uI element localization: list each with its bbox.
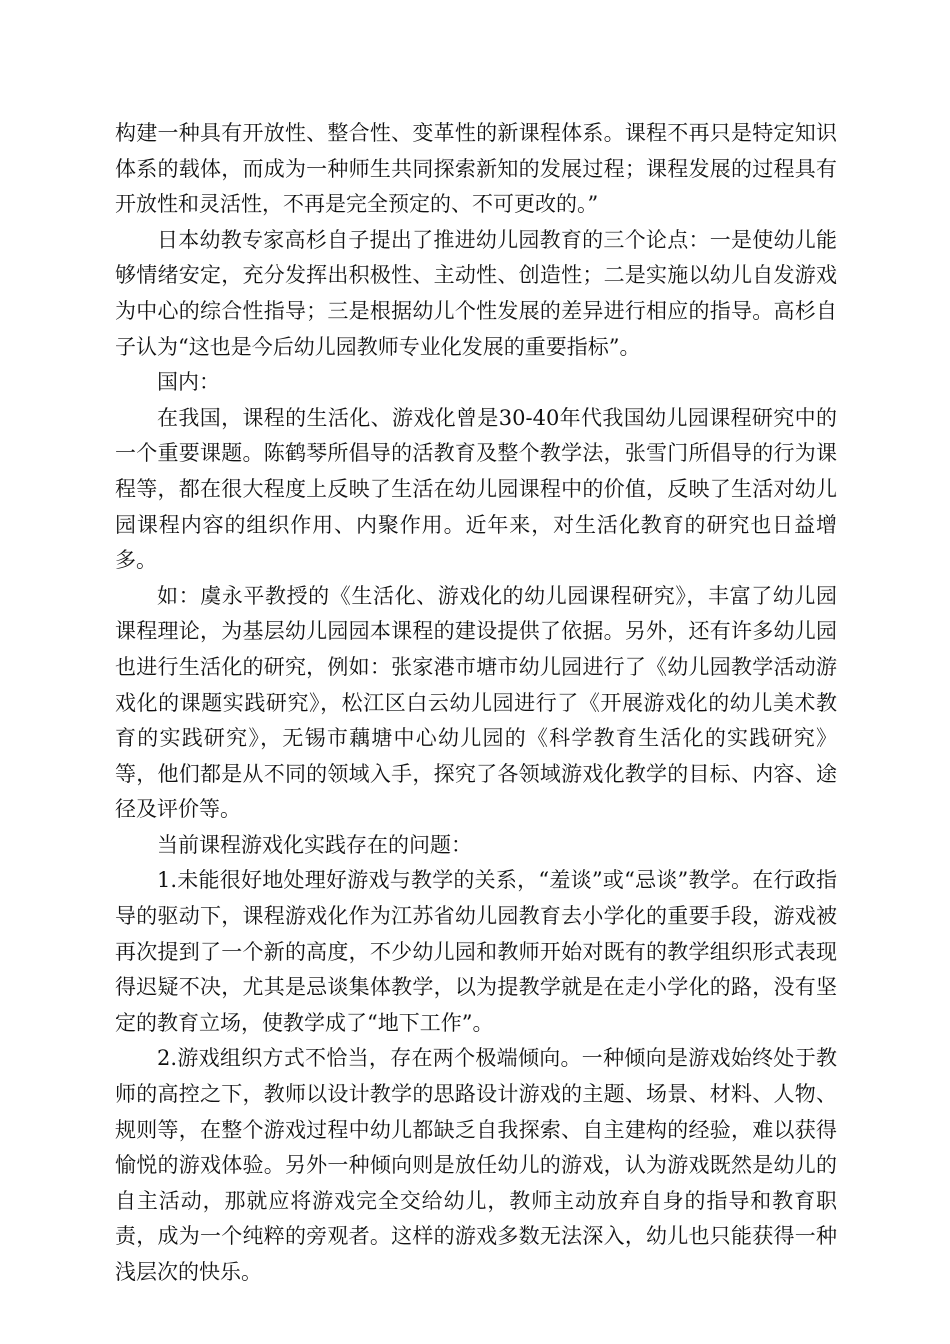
paragraph-research-examples: 如：虞永平教授的《生活化、游戏化的幼儿园课程研究》，丰富了幼儿园课程理论，为基层幼儿园园本课程的建设提供了依据。另外，还有许多幼儿园也进行生活化的研究，例如：张家港市塘市幼儿园进行了《幼儿园教学活动游戏化的课题实践研究》，松江区白云幼儿园进行了《开展游戏化的幼儿美术教育的实践研究》，无锡市藕塘中心幼儿园的《科学教育生活化的实践研究》等，他们都是从不同的领域入手，探究了各领域游戏化教学的目标、内容、途径及评价等。 [115, 583, 837, 822]
document-page [115, 116, 837, 1291]
paragraph-domestic-history: 在我国，课程的生活化、游戏化曾是30-40年代我国幼儿园课程研究中的一个重要课题。陈鹤琴所倡导的活教育及整个教学法，张雪门所倡导的行为课程等，都在很大程度上反映了生活在幼儿园课程中的价值，反映了生活对幼儿园课程内容的组织作用、内聚作用。近年来，对生活化教育的研究也日益增多。 [115, 405, 837, 573]
paragraph-problem-2: 2.游戏组织方式不恰当，存在两个极端倾向。一种倾向是游戏始终处于教师的高控之下，教师以设计教学的思路设计游戏的主题、场景、材料、人物、规则等，在整个游戏过程中幼儿都缺乏自我探索、自主建构的经验，难以获得愉悦的游戏体验。另外一种倾向则是放任幼儿的游戏，认为游戏既然是幼儿的自主活动，那就应将游戏完全交给幼儿，教师主动放弃自身的指导和教育职责，成为一个纯粹的旁观者。这样的游戏多数无法深入，幼儿也只能获得一种浅层次的快乐。 [115, 1046, 837, 1284]
paragraph-japan-expert: 日本幼教专家高杉自子提出了推进幼儿园教育的三个论点：一是使幼儿能够情绪安定，充分发挥出积极性、主动性、创造性；二是实施以幼儿自发游戏为中心的综合性指导；三是根据幼儿个性发展的差异进行相应的指导。高杉自子认为“这也是今后幼儿园教师专业化发展的重要指标”。 [115, 227, 837, 359]
paragraph-domestic-heading: 国内： [157, 370, 220, 395]
paragraph-problem-1: 1.未能很好地处理好游戏与教学的关系，“羞谈”或“忌谈”教学。在行政指导的驱动下，课程游戏化作为江苏省幼儿园教育去小学化的重要手段，游戏被再次提到了一个新的高度，不少幼儿园和教师开始对既有的教学组织形式表现得迟疑不决，尤其是忌谈集体教学，以为提教学就是在走小学化的路，没有坚定的教育立场，使教学成了“地下工作”。 [115, 868, 837, 1035]
paragraph-problems-heading: 当前课程游戏化实践存在的问题： [157, 832, 472, 857]
paragraph-continuation: 构建一种具有开放性、整合性、变革性的新课程体系。课程不再只是特定知识体系的载体，而成为一种师生共同探索新知的发展过程；课程发展的过程具有开放性和灵活性，不再是完全预定的、不可更改的。” [115, 121, 837, 217]
